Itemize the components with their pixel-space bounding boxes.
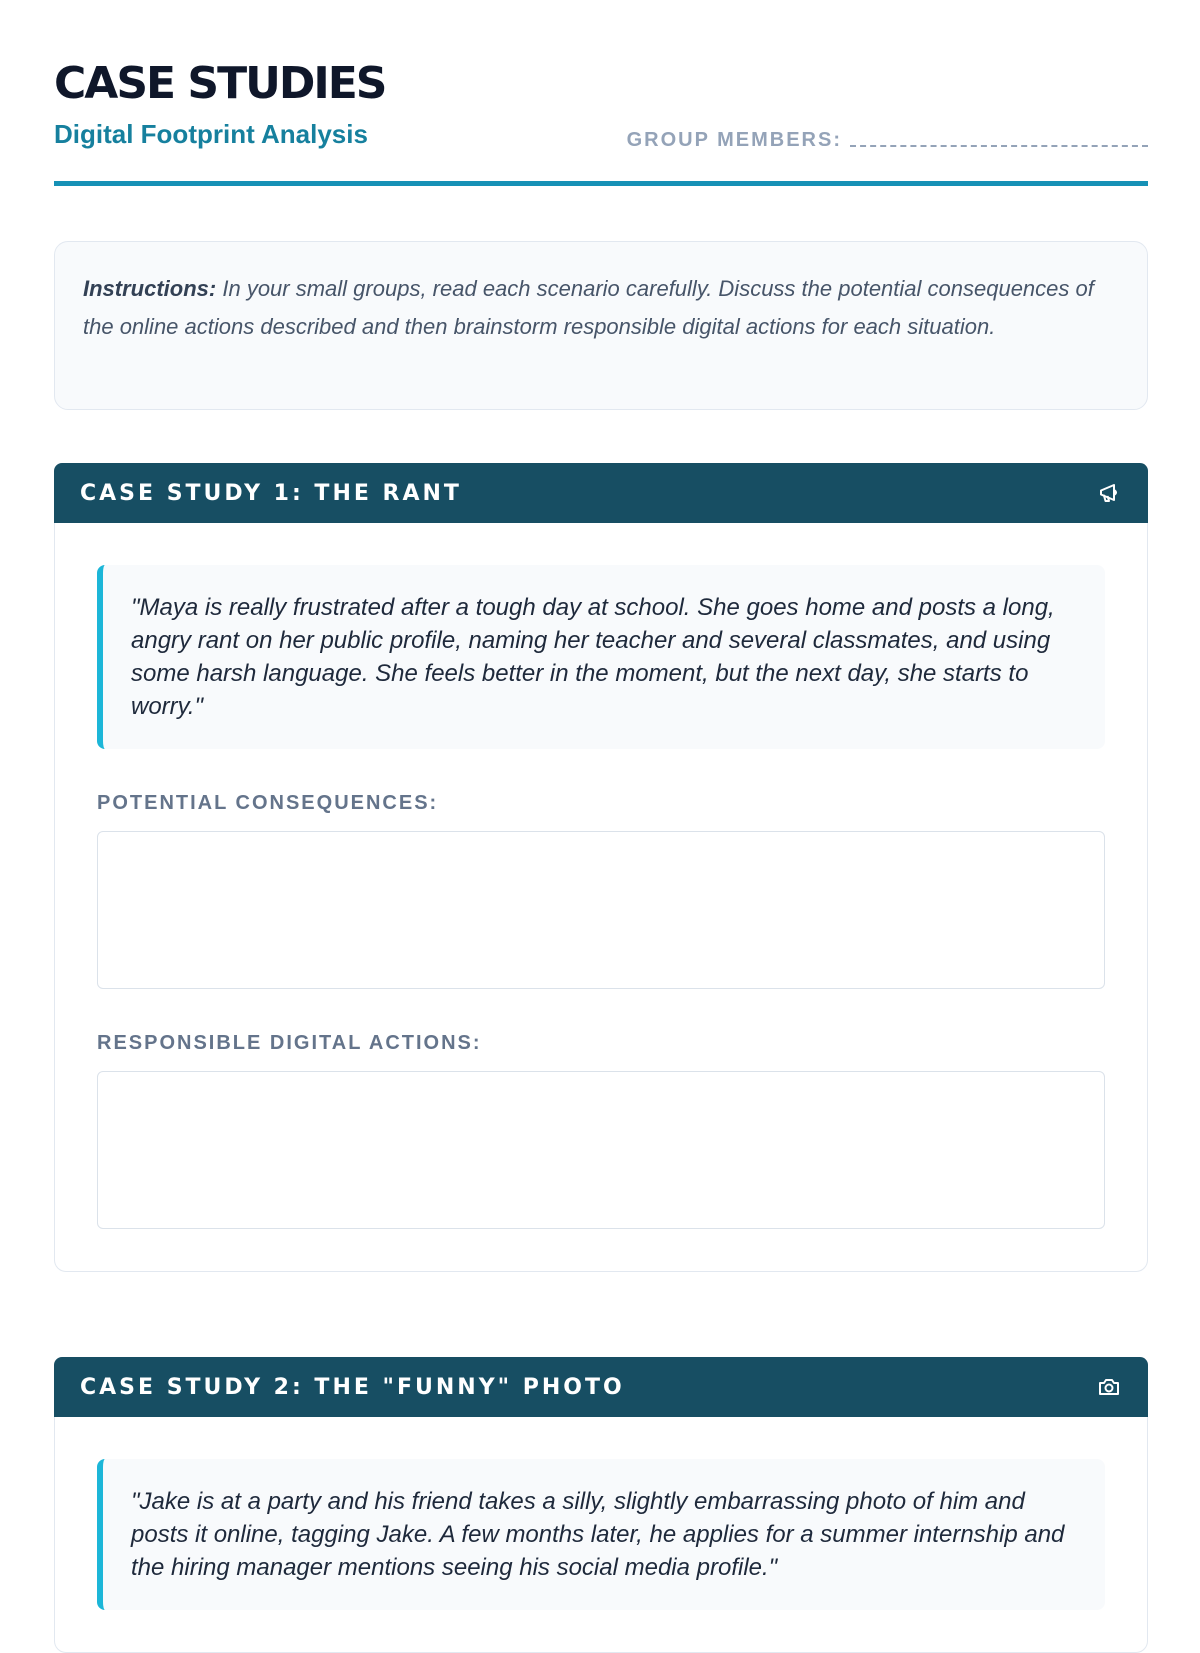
consequences-label: POTENTIAL CONSEQUENCES:	[97, 792, 439, 814]
case-study-2-title: CASE STUDY 2: THE "FUNNY" PHOTO	[80, 1374, 625, 1400]
camera-icon	[1096, 1374, 1122, 1400]
group-members-label: GROUP MEMBERS:	[626, 129, 842, 151]
case-study-1-scenario: "Maya is really frustrated after a tough day at school. She goes home and posts a long, angry rant on her public profile, naming her teacher and several classmates, and using some harsh language. She feels better in the moment, but the next day, she starts to worry."	[97, 565, 1105, 749]
actions-answer-box[interactable]	[97, 1071, 1105, 1229]
megaphone-icon	[1096, 480, 1122, 506]
instructions-box	[54, 241, 1148, 410]
page-subtitle: Digital Footprint Analysis	[54, 119, 368, 149]
worksheet-page	[54, 0, 1148, 1581]
group-members-blank[interactable]	[850, 145, 1148, 147]
page-title: CASE STUDIES	[54, 58, 386, 109]
case-study-2-body	[54, 1417, 1148, 1653]
case-study-1-header	[54, 463, 1148, 523]
group-members-field[interactable]	[627, 128, 1148, 152]
header-divider	[54, 181, 1148, 186]
case-study-1-title: CASE STUDY 1: THE RANT	[80, 480, 462, 506]
instructions-text: In your small groups, read each scenario carefully. Discuss the potential consequences of the online actions described and then brainstorm responsible digital actions for each situation.	[83, 276, 1094, 339]
actions-label: RESPONSIBLE DIGITAL ACTIONS:	[97, 1032, 482, 1054]
case-study-2-scenario: "Jake is at a party and his friend takes a silly, slightly embarrassing photo of him and posts it online, tagging Jake. A few months later, he applies for a summer internship and the hiring manager mentions seeing his social media profile."	[97, 1459, 1105, 1610]
page-header	[54, 0, 1148, 188]
consequences-answer-box[interactable]	[97, 831, 1105, 989]
case-study-1-body	[54, 523, 1148, 1272]
case-study-2	[54, 1357, 1148, 1653]
case-study-2-header	[54, 1357, 1148, 1417]
instructions-label: Instructions:	[83, 276, 217, 301]
case-study-1	[54, 463, 1148, 1272]
